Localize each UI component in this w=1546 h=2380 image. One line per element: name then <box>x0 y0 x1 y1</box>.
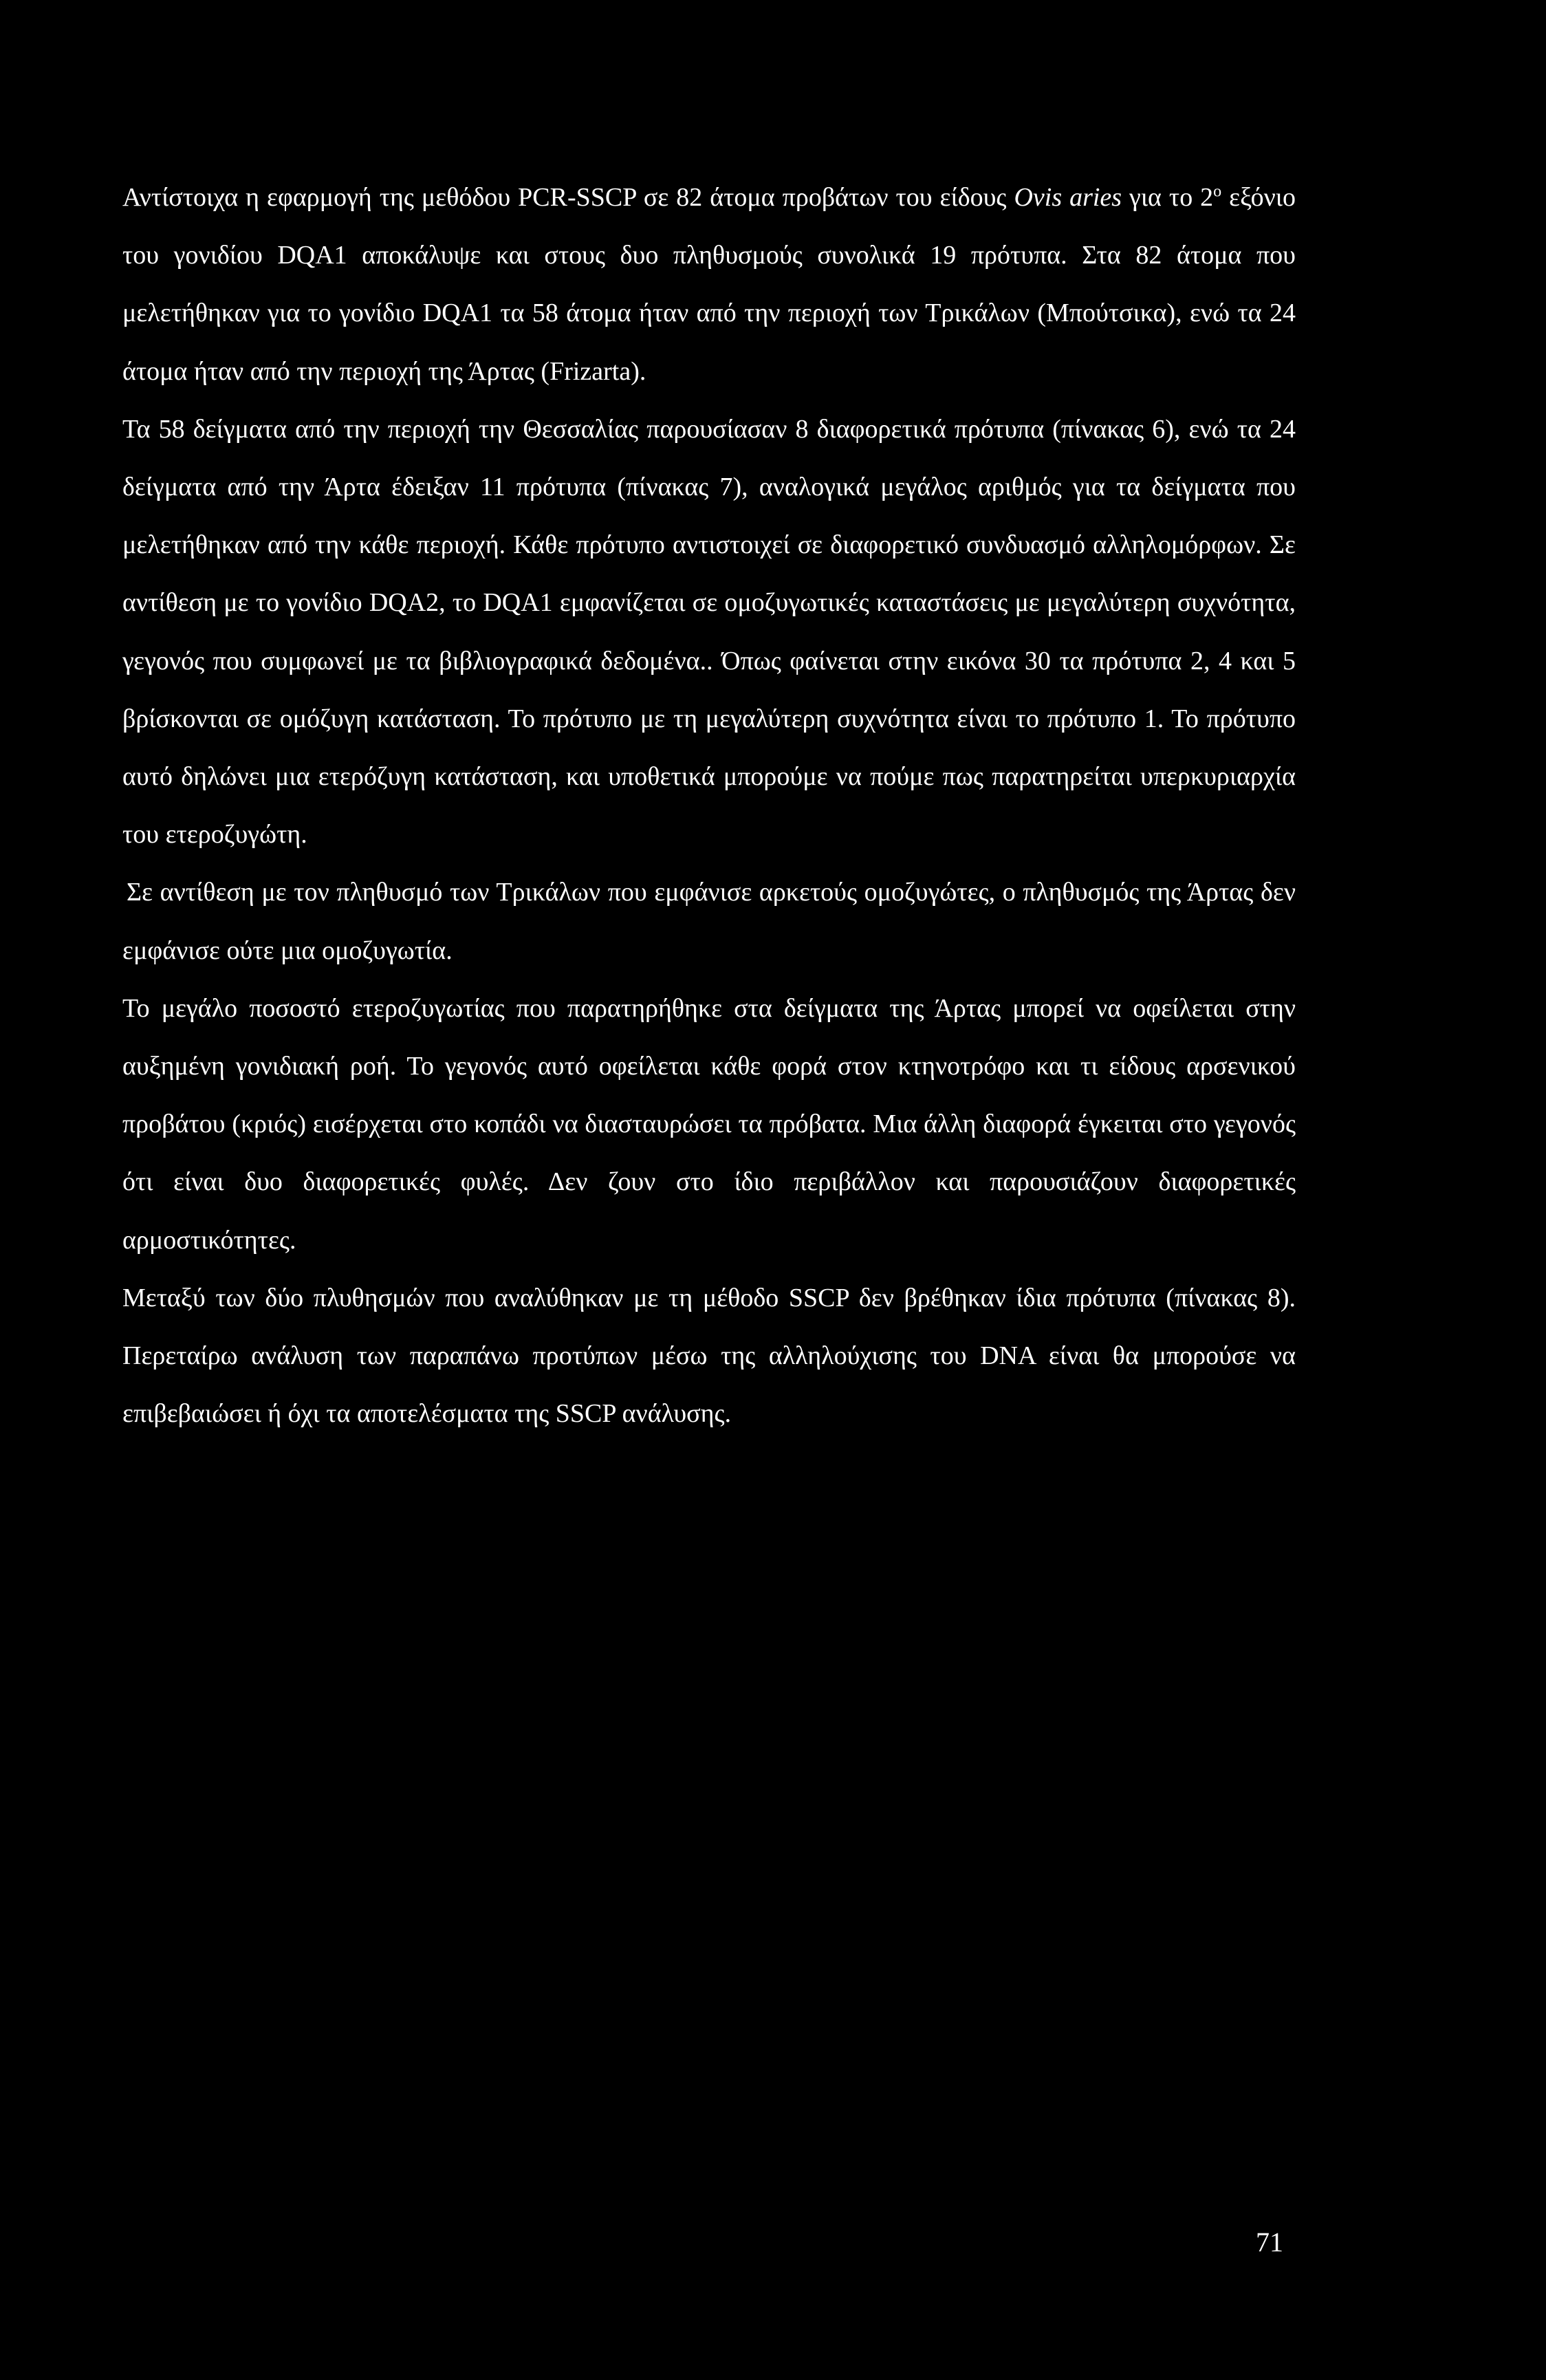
page-number: 71 <box>1256 2227 1283 2258</box>
paragraph-5-text: Μεταξύ των δύο πλυθησμών που αναλύθηκαν με τη μέθοδο SSCP δεν βρέθηκαν ίδια πρότυπα (πίνακας 8). Περεταίρω ανάλυση των παραπάνω προτύπων μέσω της αλληλούχισης του DNA είναι θα μπορούσε να επιβεβαιώσει ή όχι τα αποτελέσματα της SSCP ανάλυσης. <box>122 1283 1296 1429</box>
paragraph-1-text-a: Αντίστοιχα η εφαρμογή της μεθόδου PCR-SSCP σε 82 άτομα προβάτων του είδους <box>122 183 1014 212</box>
document-body <box>122 169 1296 1442</box>
paragraph-4 <box>122 980 1296 1269</box>
paragraph-2 <box>122 400 1296 864</box>
paragraph-1 <box>122 169 1296 400</box>
paragraph-3 <box>122 863 1296 979</box>
paragraph-4-text: Το μεγάλο ποσοστό ετεροζυγωτίας που παρατηρήθηκε στα δείγματα της Άρτας μπορεί να οφείλεται στην αυξημένη γονιδιακή ροή. Το γεγονός αυτό οφείλεται κάθε φορά στον κτηνοτρόφο και τι είδους αρσενικού προβάτου (κριός) εισέρχεται στο κοπάδι να διασταυρώσει τα πρόβατα. Μια άλλη διαφορά έγκειται στο γεγονός ότι είναι δυο διαφορετικές φυλές. Δεν ζουν στο ίδιο περιβάλλον και παρουσιάζουν διαφορετικές αρμοστικότητες. <box>122 993 1296 1255</box>
paragraph-1-text-c: εξόνιο του γονιδίου DQA1 αποκάλυψε και στους δυο πληθυσμούς συνολικά 19 πρότυπα. Στα 82 άτομα που μελετήθηκαν για το γονίδιο DQA1 τα 58 άτομα ήταν από την περιοχή των Τρικάλων (Μπούτσικα), ενώ τα 24 άτομα ήταν από την περιοχή της Άρτας (Frizarta). <box>122 183 1296 386</box>
species-name: Ovis aries <box>1014 183 1122 212</box>
paragraph-2-text: Τα 58 δείγματα από την περιοχή την Θεσσαλίας παρουσίασαν 8 διαφορετικά πρότυπα (πίνακας 6), ενώ τα 24 δείγματα από την Άρτα έδειξαν 11 πρότυπα (πίνακας 7), αναλογικά μεγάλος αριθμός για τα δείγματα που μελετήθηκαν από την κάθε περιοχή. Κάθε πρότυπο αντιστοιχεί σε διαφορετικό συνδυασμό αλληλομόρφων. Σε αντίθεση με το γονίδιο DQA2, το DQA1 εμφανίζεται σε ομοζυγωτικές καταστάσεις με μεγαλύτερη συχνότητα, γεγονός που συμφωνεί με τα βιβλιογραφικά δεδομένα.. Όπως φαίνεται στην εικόνα 30 τα πρότυπα 2, 4 και 5 βρίσκονται σε ομόζυγη κατάσταση. Το πρότυπο με τη μεγαλύτερη συχνότητα είναι το πρότυπο 1. Το πρότυπο αυτό δηλώνει μια ετερόζυγη κατάσταση, και υποθετικά μπορούμε να πούμε πως παρατηρείται υπερκυριαρχία του ετεροζυγώτη. <box>122 414 1296 850</box>
paragraph-1-text-b: για το 2 <box>1122 183 1214 212</box>
ordinal-superscript: ο <box>1213 182 1222 201</box>
paragraph-3-text: Σε αντίθεση με τον πληθυσμό των Τρικάλων που εμφάνισε αρκετούς ομοζυγώτες, ο πληθυσμός της Άρτας δεν εμφάνισε ούτε μια ομοζυγωτία. <box>122 878 1296 965</box>
paragraph-5 <box>122 1269 1296 1443</box>
